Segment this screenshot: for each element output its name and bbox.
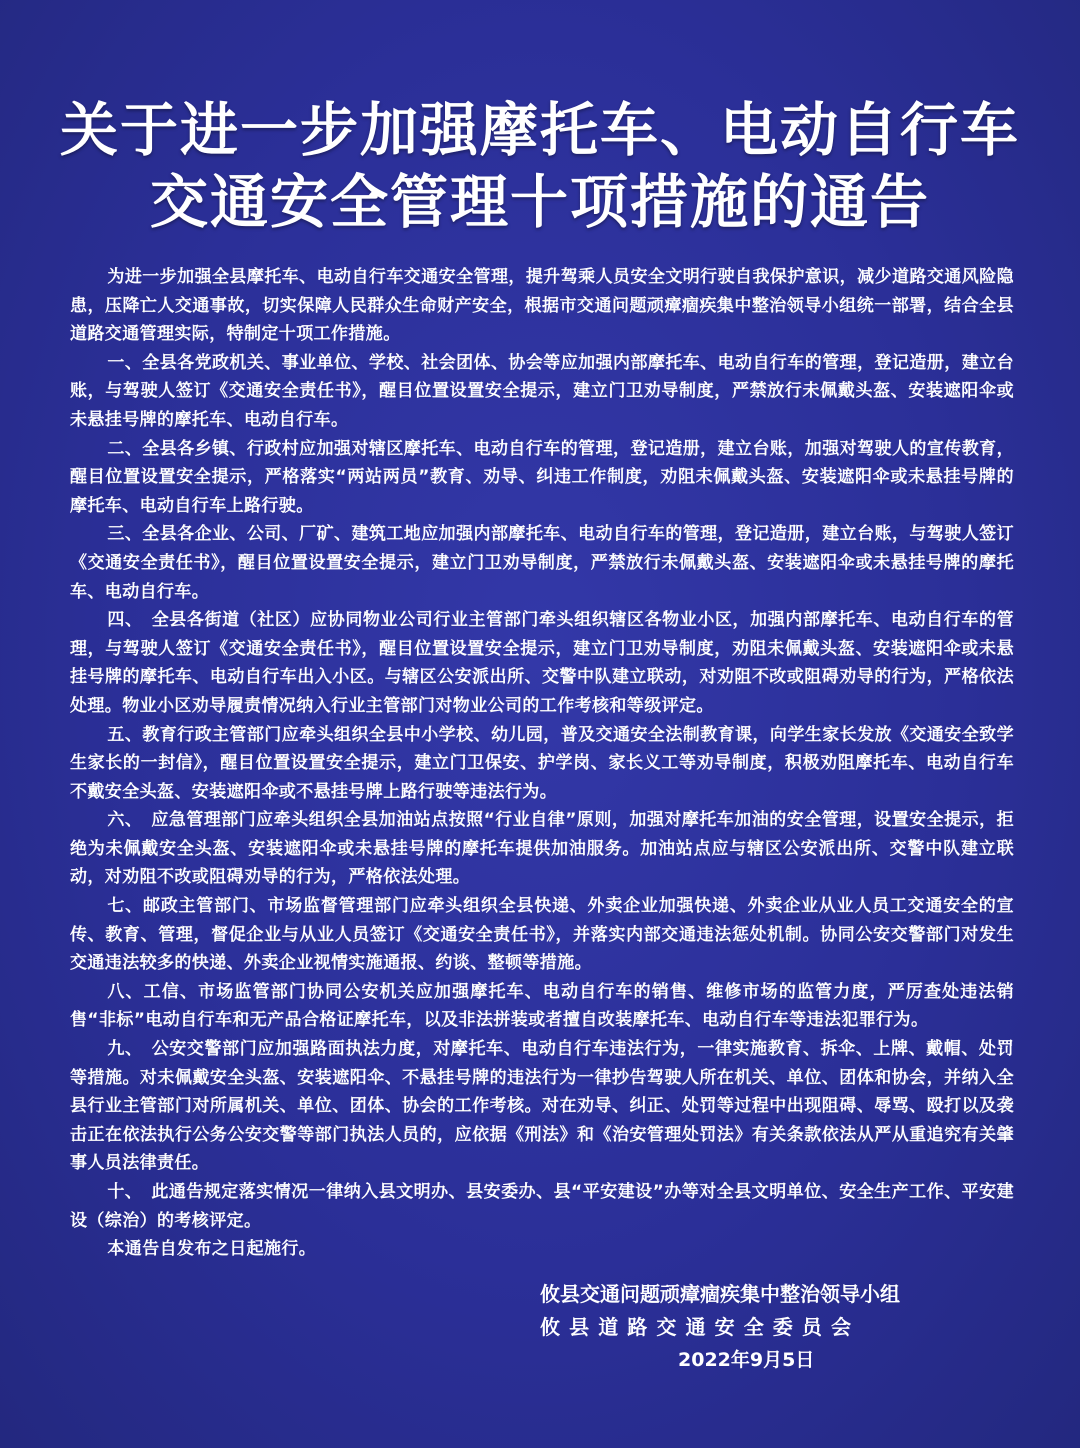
paragraph-measure-6: 六、 应急管理部门应牵头组织全县加油站点按照“行业自律”原则，加强对摩托车加油的安全管理，设置安全提示，拒绝为未佩戴安全头盔、安装遮阳伞或未悬挂号牌的摩托车提供加油服务。加油站点应与辖区公安派出所、交警中队建立联动，对劝阻不改或阻碍劝导的行为，严格依法处理。 [70, 810, 1014, 888]
paragraph-measure-10: 十、 此通告规定落实情况一律纳入县文明办、县安委办、县“平安建设”办等对全县文明单位、安全生产工作、平安建设（综治）的考核评定。 [70, 1182, 1014, 1231]
issue-date: 2022年9月5日 [678, 1349, 815, 1371]
notice-title-line1: 关于进一步加强摩托车、电动自行车 [59, 96, 1020, 164]
paragraph-effective: 本通告自发布之日起施行。 [107, 1239, 317, 1260]
paragraph-measure-5: 五、教育行政主管部门应牵头组织全县中小学校、幼儿园，普及交通安全法制教育课，向学生家长发放《交通安全致学生家长的一封信》，醒目位置设置安全提示，建立门卫保安、护学岗、家长义工等劝导制度，积极劝阻摩托车、电动自行车不戴安全头盔、安装遮阳伞或不悬挂号牌上路行驶等违法行为。 [70, 724, 1014, 802]
signature-block [540, 1278, 960, 1377]
issuer-org-2: 攸县道路交通安全委员会 [540, 1315, 861, 1339]
paragraph-measure-1: 一、全县各党政机关、事业单位、学校、社会团体、协会等应加强内部摩托车、电动自行车的管理，登记造册，建立台账，与驾驶人签订《交通安全责任书》，醒目位置设置安全提示，建立门卫劝导制度，严禁放行未佩戴头盔、安装遮阳伞或未悬挂号牌的摩托车、电动自行车。 [70, 352, 1014, 430]
paragraph-measure-3: 三、全县各企业、公司、厂矿、建筑工地应加强内部摩托车、电动自行车的管理，登记造册，建立台账，与驾驶人签订《交通安全责任书》，醒目位置设置安全提示，建立门卫劝导制度，严禁放行未佩戴头盔、安装遮阳伞或未悬挂号牌的摩托车、电动自行车。 [70, 524, 1014, 602]
paragraph-measure-4: 四、 全县各街道（社区）应协同物业公司行业主管部门牵头组织辖区各物业小区，加强内部摩托车、电动自行车的管理，与驾驶人签订《交通安全责任书》，醒目位置设置安全提示，建立门卫劝导制度，劝阻未佩戴头盔、安装遮阳伞或未悬挂号牌的摩托车、电动自行车出入小区。与辖区公安派出所、交警中队建立联动，对劝阻不改或阻碍劝导的行为，严格依法处理。物业小区劝导履责情况纳入行业主管部门对物业公司的工作考核和等级评定。 [70, 610, 1014, 716]
notice-title-line2: 交通安全管理十项措施的通告 [149, 168, 930, 236]
paragraph-intro: 为进一步加强全县摩托车、电动自行车交通安全管理，提升驾乘人员安全文明行驶自我保护意识，减少道路交通风险隐患，压降亡人交通事故，切实保障人民群众生命财产安全，根据市交通问题顽瘴痼疾集中整治领导小组统一部署，结合全县道路交通管理实际，特制定十项工作措施。 [70, 267, 1014, 345]
paragraph-measure-9: 九、 公安交警部门应加强路面执法力度，对摩托车、电动自行车违法行为，一律实施教育、拆伞、上牌、戴帽、处罚等措施。对未佩戴安全头盔、安装遮阳伞、不悬挂号牌的违法行为一律抄告驾驶人所在机关、单位、团体和协会，并纳入全县行业主管部门对所属机关、单位、团体、协会的工作考核。对在劝导、纠正、处罚等过程中出现阻碍、辱骂、殴打以及袭击正在依法执行公务公安交警等部门执法人员的，应依据《刑法》和《治安管理处罚法》有关条款依法从严从重追究有关肇事人员法律责任。 [70, 1039, 1014, 1174]
paragraph-measure-2: 二、全县各乡镇、行政村应加强对辖区摩托车、电动自行车的管理，登记造册，建立台账，加强对驾驶人的宣传教育，醒目位置设置安全提示，严格落实“两站两员”教育、劝导、纠违工作制度，劝阻未佩戴头盔、安装遮阳伞或未悬挂号牌的摩托车、电动自行车上路行驶。 [70, 438, 1014, 516]
paragraph-measure-7: 七、邮政主管部门、市场监督管理部门应牵头组织全县快递、外卖企业加强快递、外卖企业从业人员工交通安全的宣传、教育、管理，督促企业与从业人员签订《交通安全责任书》，并落实内部交通违法惩处机制。协同公安交警部门对发生交通违法较多的快递、外卖企业视情实施通报、约谈、整顿等措施。 [70, 896, 1014, 974]
paragraph-measure-8: 八、工信、市场监管部门协同公安机关应加强摩托车、电动自行车的销售、维修市场的监管力度，严厉查处违法销售“非标”电动自行车和无产品合格证摩托车，以及非法拼装或者擅自改装摩托车、电动自行车等违法犯罪行为。 [70, 981, 1014, 1031]
issuer-org-1: 攸县交通问题顽瘴痼疾集中整治领导小组 [540, 1282, 900, 1306]
notice-body [70, 263, 1014, 1264]
